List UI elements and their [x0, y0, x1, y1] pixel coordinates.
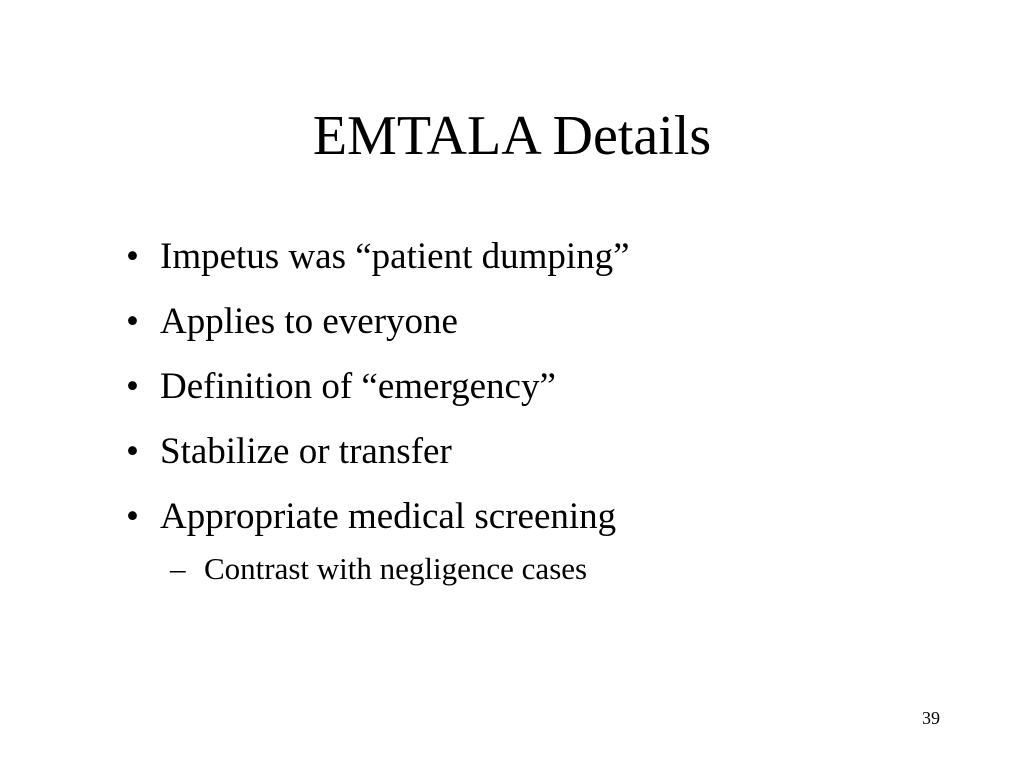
- bullet-text: Stabilize or transfer: [160, 431, 452, 472]
- bullet-text: Impetus was “patient dumping”: [160, 236, 630, 277]
- bullet-icon: •: [126, 496, 139, 537]
- sub-bullet-text: Contrast with negligence cases: [204, 551, 588, 586]
- bullet-list: [126, 232, 986, 589]
- bullet-item: [126, 427, 986, 477]
- bullet-item: [126, 297, 986, 347]
- sub-bullet-item: [170, 549, 986, 589]
- bullet-icon: •: [126, 366, 139, 407]
- bullet-text: Appropriate medical screening: [160, 496, 617, 537]
- slide-title: EMTALA Details: [312, 105, 712, 167]
- bullet-item: [126, 232, 986, 282]
- bullet-icon: •: [126, 431, 139, 472]
- bullet-icon: •: [126, 236, 139, 277]
- bullet-icon: •: [126, 301, 139, 342]
- bullet-text: Applies to everyone: [160, 301, 458, 342]
- bullet-item: [126, 362, 986, 412]
- dash-icon: –: [170, 551, 186, 586]
- slide-number: 39: [922, 708, 940, 728]
- sub-bullet-list: [126, 549, 986, 589]
- bullet-text: Definition of “emergency”: [160, 366, 556, 407]
- bullet-item: [126, 492, 986, 542]
- sub-bullet-group: [126, 549, 986, 589]
